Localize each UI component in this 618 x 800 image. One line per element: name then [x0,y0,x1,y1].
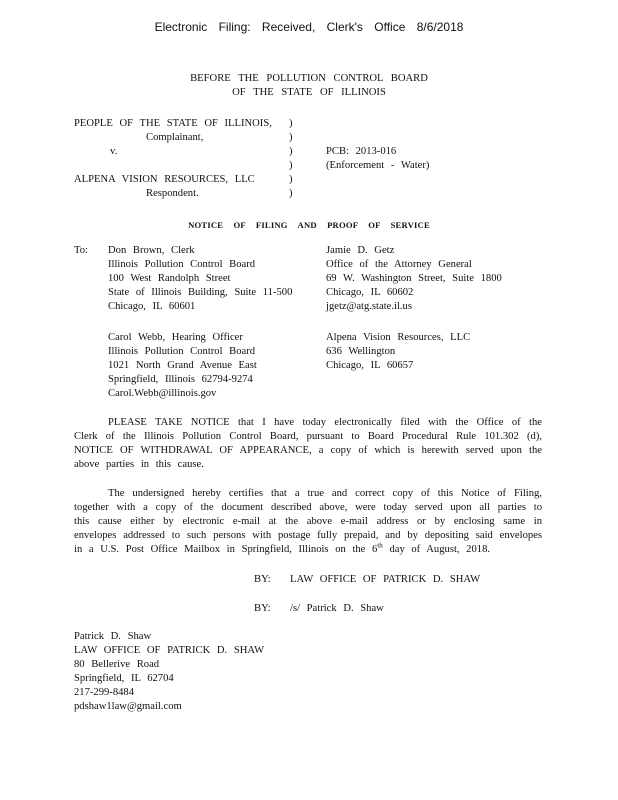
notice-paragraph [74,416,542,472]
ordinal-suffix: th [377,541,383,550]
filing-stamp: Electronic Filing: Received, Clerk's Office 8/6/2018 [154,20,464,34]
address-line: 69 W. Washington Street, Suite 1800 [326,273,502,284]
plaintiff-name: PEOPLE OF THE STATE OF ILLINOIS, [74,118,272,129]
certificate-text-end: day of August, 2018. [382,544,491,555]
bracket: ) [289,160,293,171]
email-link[interactable]: Carol.Webb@illinois.gov [108,388,217,399]
case-type: (Enforcement - Water) [326,160,430,171]
address-line: State of Illinois Building, Suite 11-500 [108,287,293,298]
to-label: To: [74,245,88,256]
recipient-clerk [108,244,292,314]
firm-name: LAW OFFICE OF PATRICK D. SHAW [74,645,265,656]
address-line: 100 West Randolph Street [108,273,231,284]
court-heading [0,72,618,100]
city-state-zip: Springfield, IL 62704 [74,673,174,684]
attorney-name: Patrick D. Shaw [74,631,152,642]
address-line: Jamie D. Getz [326,245,395,256]
bracket: ) [289,146,293,157]
address-line: Springfield, Illinois 62794-9274 [108,374,253,385]
address-line: Illinois Pollution Control Board [108,346,256,357]
address-line: 636 Wellington [326,346,396,357]
notice-title: NOTICE OF FILING AND PROOF OF SERVICE [188,220,430,230]
recipient-hearing-officer [108,331,257,401]
by-label-1: BY: [254,574,271,585]
bracket: ) [289,188,293,199]
email-link[interactable]: pdshaw1law@gmail.com [74,701,182,712]
phone-number: 217-299-8484 [74,687,135,698]
address-line: Don Brown, Clerk [108,245,195,256]
attorney-contact [74,630,264,714]
address-line: Chicago, IL 60657 [326,360,414,371]
address-line: Chicago, IL 60602 [326,287,414,298]
bracket: ) [289,132,293,143]
case-info [326,145,429,173]
email-link[interactable]: jgetz@atg.state.il.us [326,301,412,312]
court-line-2: OF THE STATE OF ILLINOIS [232,87,386,98]
address-line: Carol Webb, Hearing Officer [108,332,243,343]
signature-firm: LAW OFFICE OF PATRICK D. SHAW [290,574,481,585]
street-address: 80 Bellerive Road [74,659,160,670]
address-line: 1021 North Grand Avenue East [108,360,257,371]
caption-brackets [289,117,293,201]
versus-label: v. [110,146,118,157]
certificate-paragraph [74,487,542,557]
electronic-signature: /s/ Patrick D. Shaw [290,603,384,614]
certificate-text: The undersigned hereby certifies that a true and correct copy of this Notice of Filing, together with a copy of the document described above, were today served upon all parties to this cause either by electronic e-mail at the above e-mail address or by enclosing same in envelopes addressed to such persons with postage fully prepaid, and by depositing said envelopes in a U.S. Post Office Mailbox in Springfield, Illinois on the 6 [74,488,542,555]
bracket: ) [289,118,293,129]
address-line: Chicago, IL 60601 [108,301,196,312]
address-line: Alpena Vision Resources, LLC [326,332,471,343]
address-line: Illinois Pollution Control Board [108,259,256,270]
bracket: ) [289,174,293,185]
by-label-2: BY: [254,603,271,614]
defendant-role: Respondent. [146,188,199,199]
recipient-respondent [326,331,470,373]
caption-parties [74,117,272,201]
notice-text: PLEASE TAKE NOTICE that I have today electronically filed with the Office of the Clerk of the Illinois Pollution Control Board, pursuant to Board Procedural Rule 101.302 (d), NOTICE OF WITHDRAWAL OF APPEARANCE, a copy of which is herewith served upon the above parties in this cause. [74,417,542,470]
address-line: Office of the Attorney General [326,259,472,270]
recipient-attorney-general [326,244,502,314]
court-line-1: BEFORE THE POLLUTION CONTROL BOARD [190,73,428,84]
case-number: PCB: 2013-016 [326,146,397,157]
plaintiff-role: Complainant, [146,132,204,143]
defendant-name: ALPENA VISION RESOURCES, LLC [74,174,255,185]
